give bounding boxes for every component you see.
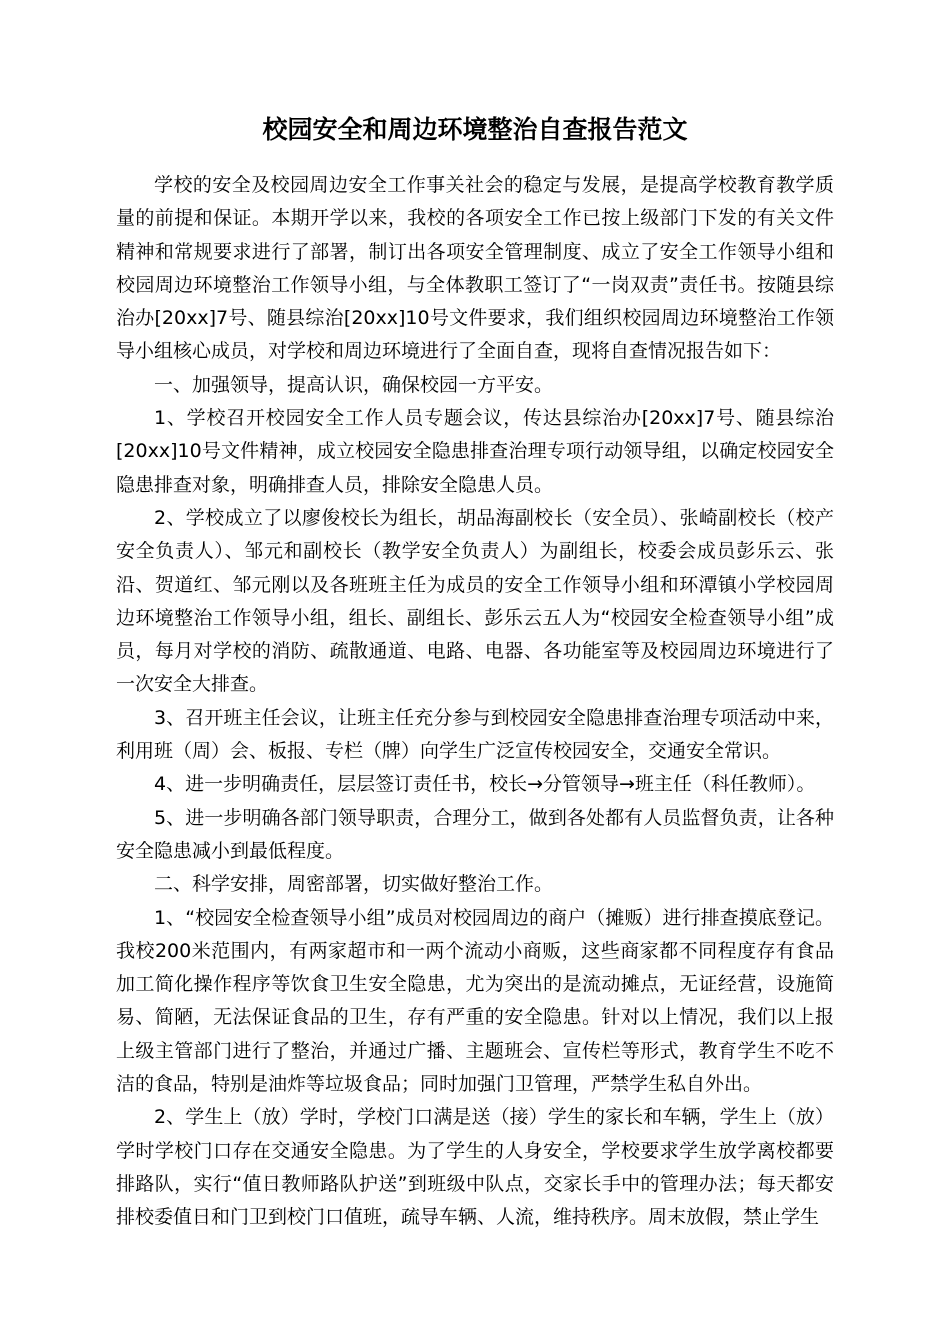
section-heading-2: 二、科学安排，周密部署，切实做好整治工作。 — [154, 873, 554, 896]
paragraph-1-5: 5、进一步明确各部门领导职责，合理分工，做到各处都有人员监督负责，让各种安全隐患减小到最低程度。 — [116, 806, 834, 862]
paragraph-1-4: 4、进一步明确责任，层层签订责任书，校长→分管领导→班主任（科任教师）。 — [154, 773, 816, 796]
document-title: 校园安全和周边环境整治自查报告范文 — [262, 115, 688, 144]
paragraph-2-2: 2、学生上（放）学时，学校门口满是送（接）学生的家长和车辆，学生上（放）学时学校门口存在交通安全隐患。为了学生的人身安全，学校要求学生放学离校都要排路队，实行“值日教师路队护送”到班级中队点，交家长手中的管理办法；每天都安排校委值日和门卫到校门口值班，疏导车辆、人流，维持秩序。周末放假，禁止学生 — [116, 1106, 834, 1229]
intro-paragraph: 学校的安全及校园周边安全工作事关社会的稳定与发展，是提高学校教育教学质量的前提和保证。本期开学以来，我校的各项安全工作已按上级部门下发的有关文件精神和常规要求进行了部署，制订出各项安全管理制度、成立了安全工作领导小组和校园周边环境整治工作领导小组，与全体教职工签订了“一岗双责”责任书。按随县综治办[20xx]7号、随县综治[20xx]10号文件要求，我们组织校园周边环境整治工作领导小组核心成员，对学校和周边环境进行了全面自查，现将自查情况报告如下： — [116, 174, 834, 363]
section-heading-1: 一、加强领导，提高认识，确保校园一方平安。 — [154, 373, 554, 396]
paragraph-2-1: 1、“校园安全检查领导小组”成员对校园周边的商户（摊贩）进行排查摸底登记。我校200米范围内，有两家超市和一两个流动小商贩，这些商家都不同程度存有食品加工简化操作程序等饮食卫生安全隐患，尤为突出的是流动摊点，无证经营，设施简易、简陋，无法保证食品的卫生，存有严重的安全隐患。针对以上情况，我们以上报上级主管部门进行了整治，并通过广播、主题班会、宣传栏等形式，教育学生不吃不洁的食品，特别是油炸等垃圾食品；同时加强门卫管理，严禁学生私自外出。 — [116, 906, 834, 1096]
document-body — [116, 169, 834, 1235]
paragraph-1-1: 1、学校召开校园安全工作人员专题会议，传达县综治办[20xx]7号、随县综治[20xx]10号文件精神，成立校园安全隐患排查治理专项行动领导组，以确定校园安全隐患排查对象，明确排查人员，排除安全隐患人员。 — [116, 407, 834, 496]
paragraph-1-3: 3、召开班主任会议，让班主任充分参与到校园安全隐患排查治理专项活动中来，利用班（周）会、板报、专栏（牌）向学生广泛宣传校园安全，交通安全常识。 — [116, 706, 834, 763]
paragraph-1-2: 2、学校成立了以廖俊校长为组长，胡品海副校长（安全员）、张崎副校长（校产安全负责人）、邹元和副校长（教学安全负责人）为副组长，校委会成员彭乐云、张沿、贺道红、邹元刚以及各班班主任为成员的安全工作领导小组和环潭镇小学校园周边环境整治工作领导小组，组长、副组长、彭乐云五人为“校园安全检查领导小组”成员，每月对学校的消防、疏散通道、电路、电器、各功能室等及校园周边环境进行了一次安全大排查。 — [116, 506, 834, 696]
